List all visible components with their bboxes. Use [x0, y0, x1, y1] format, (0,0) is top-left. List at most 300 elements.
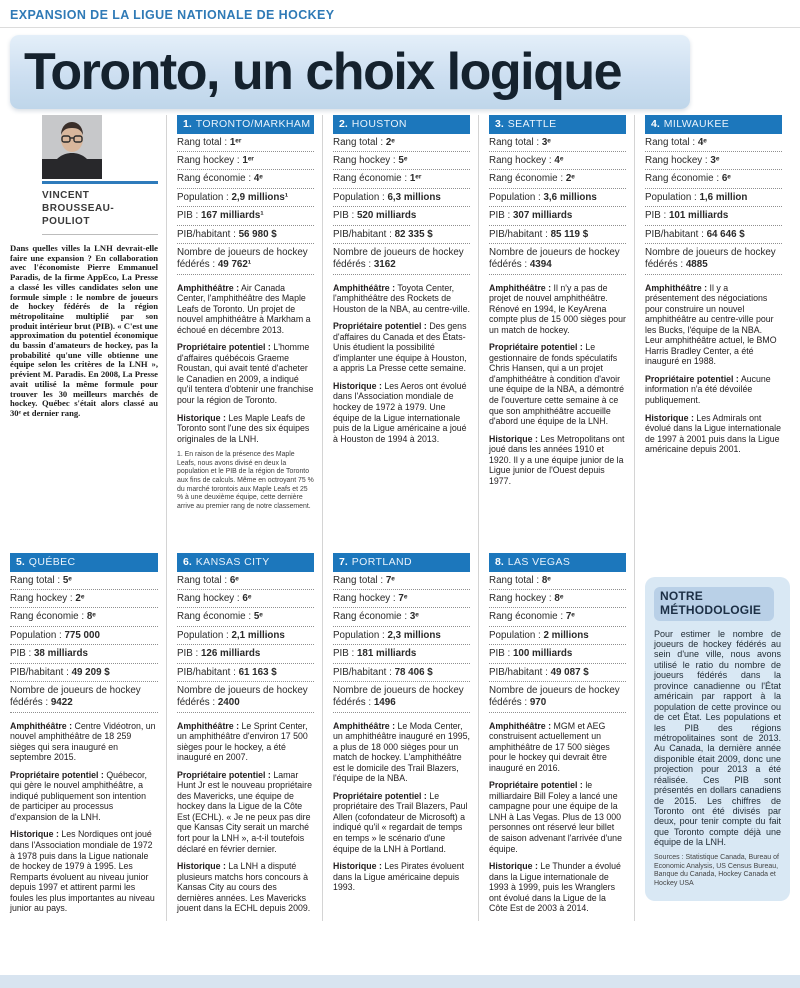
stat-label: PIB : — [489, 210, 511, 222]
stat-value: 2ᵉ — [385, 136, 395, 148]
stat-value: 9422 — [50, 697, 73, 709]
stat-value: 5ᵉ — [398, 154, 408, 166]
section-label: Amphithéâtre : — [10, 720, 73, 731]
card-section-amphitheatre — [333, 283, 470, 315]
section-label: Propriétaire potentiel : — [333, 790, 427, 801]
stat-row — [177, 152, 314, 170]
stat-value: 64 646 $ — [706, 228, 745, 240]
section-label: Amphithéâtre : — [645, 282, 708, 293]
stat-value: 6ᵉ — [721, 173, 731, 185]
section-label: Propriétaire potentiel : — [177, 342, 271, 353]
card-city-name: LAS VEGAS — [507, 556, 571, 568]
stat-value: 2 millions — [543, 629, 589, 641]
card-section-proprietaire — [333, 321, 470, 374]
stat-value: 2ᵉ — [75, 592, 85, 604]
stat-value: 3,6 millions — [543, 191, 597, 203]
stat-row — [177, 608, 314, 626]
stat-row — [333, 207, 470, 225]
cards-row-2 — [10, 553, 790, 921]
methodology-box — [645, 577, 790, 901]
stat-label: Rang économie : — [177, 173, 252, 185]
card-header — [177, 553, 314, 572]
section-text: Le propriétaire des Trail Blazers, Paul Allen (cofondateur de Microsoft) a indiqué qu'il « regardait de temps en temps » le scénario d'une équipe de la LNH à Portland. — [333, 790, 468, 854]
section-label: Propriétaire potentiel : — [489, 342, 583, 353]
author-photo-rule — [42, 181, 158, 184]
stat-row — [489, 590, 626, 608]
stat-value: 3ᵉ — [409, 611, 419, 623]
stat-value: 1496 — [373, 697, 396, 709]
card-rank: 4. — [651, 118, 660, 130]
stat-label: PIB/habitant : — [177, 228, 236, 240]
section-label: Amphithéâtre : — [489, 282, 552, 293]
stat-value: 3ᵉ — [710, 154, 720, 166]
card-section-historique — [177, 413, 314, 445]
card-quebec — [10, 553, 166, 921]
stat-value: 1,6 million — [699, 191, 748, 203]
section-label: Amphithéâtre : — [177, 282, 240, 293]
stat-label: Rang total : — [645, 136, 696, 148]
stat-row — [333, 170, 470, 188]
card-section-historique — [333, 861, 470, 893]
card-section-historique — [177, 861, 314, 914]
section-label: Historique : — [177, 861, 226, 872]
section-text: L'homme d'affaires québécois Graeme Roustan, qui avait tenté d'acheter le Canadien en 2009, a indiqué qu'il tentera d'obtenir une franchise pour la région de Toronto. — [177, 342, 314, 405]
section-label: Propriétaire potentiel : — [10, 769, 104, 780]
card-rank: 7. — [339, 556, 348, 568]
stat-label: Rang total : — [333, 136, 384, 148]
card-section-amphitheatre — [10, 721, 158, 763]
card-header — [10, 553, 158, 572]
stat-row — [10, 664, 158, 682]
card-seattle — [478, 115, 634, 553]
stat-label: Nombre de joueurs de hockey fédérés : — [177, 685, 308, 709]
card-section-proprietaire — [177, 342, 314, 405]
stat-row — [489, 608, 626, 626]
section-text: Le gestionnaire de fonds spéculatifs Chris Hansen, qui a un projet d'amphithéâtre à condition d'avoir une équipe de la NBA, a démontré de l'ouverture cette semaine à ce que son amphithéâtre accueille d'abord une équipe de la LNH. — [489, 342, 624, 427]
section-text: Lamar Hunt Jr est le nouveau propriétaire des Mavericks, une équipe de hockey dans la Ligue de la Côte Est (ECHL). « Je ne peux pas dire que Kansas City serait un marché fort pour la LNH », a-t-il toutefois déclaré en février dernier. — [177, 769, 312, 854]
stat-value: 2,9 millions¹ — [231, 191, 289, 203]
stat-row — [489, 207, 626, 225]
stat-row — [333, 682, 470, 712]
card-section-historique — [489, 861, 626, 914]
section-text: Aucune information n'a été dévoilée publiquement. — [645, 373, 771, 405]
stat-row — [489, 645, 626, 663]
stat-row — [10, 645, 158, 663]
stat-row — [489, 189, 626, 207]
author-name-line2: BROUSSEAU-POULIOT — [42, 203, 115, 227]
card-las-vegas — [478, 553, 634, 921]
card-rank: 3. — [495, 118, 504, 130]
stat-value: 78 406 $ — [394, 666, 433, 678]
card-rank: 6. — [183, 556, 192, 568]
author-photo-illustration — [42, 115, 102, 179]
card-rank: 1. — [183, 118, 192, 130]
card-section-proprietaire — [177, 770, 314, 854]
stat-label: PIB : — [489, 648, 511, 660]
section-text: Les Admirals ont évolué dans la Ligue internationale de 1997 à 2001 puis dans la Ligue américaine depuis 2001. — [645, 412, 781, 455]
stat-value: 4ᵉ — [554, 154, 564, 166]
card-city-name: KANSAS CITY — [195, 556, 270, 568]
stat-label: Rang total : — [177, 574, 228, 586]
section-label: Amphithéâtre : — [489, 720, 552, 731]
stat-row — [177, 207, 314, 225]
stat-value: 7ᵉ — [398, 592, 408, 604]
section-label: Historique : — [10, 829, 59, 840]
author-name — [42, 189, 158, 228]
kicker: EXPANSION DE LA LIGUE NATIONALE DE HOCKEY — [10, 8, 335, 22]
stat-value: 167 milliards¹ — [200, 210, 264, 222]
stat-row — [645, 152, 782, 170]
author-rule — [42, 234, 158, 235]
section-text: MGM et AEG construisent actuellement un amphithéâtre de 17 500 sièges pour le hockey qui devrait être inauguré en 2016. — [489, 720, 610, 773]
stat-label: PIB : — [177, 210, 199, 222]
stat-label: Rang total : — [333, 574, 384, 586]
bottom-strip — [0, 975, 800, 988]
card-section-proprietaire — [489, 780, 626, 854]
stat-row — [177, 189, 314, 207]
stat-label: Rang économie : — [10, 611, 85, 623]
stat-value: 7ᵉ — [565, 611, 575, 623]
stat-label: Rang hockey : — [10, 592, 73, 604]
card-footnote: 1. En raison de la présence des Maple Leafs, nous avons divisé en deux la population et le PIB de la région de Toronto aux fins de calculs. Même en octroyant 75 % du marché torontois aux Maple Leafs et 25 % à une deuxième équipe, cette dernière arrive au premier rang de notre classement. — [177, 451, 314, 510]
card-section-amphitheatre — [177, 283, 314, 336]
stat-row — [177, 645, 314, 663]
stat-label: PIB : — [645, 210, 667, 222]
section-text: Le Thunder a évolué dans la Ligue internationale de 1993 à 1999, puis les Wranglers ont évolué dans la Ligue de la Côte Est de 2003 à 2014. — [489, 861, 621, 914]
stat-row — [489, 572, 626, 590]
section-label: Amphithéâtre : — [177, 720, 240, 731]
stat-value: 6,3 millions — [387, 191, 441, 203]
author-name-line1: VINCENT — [42, 190, 90, 201]
stat-label: Rang hockey : — [489, 154, 552, 166]
stat-value: 61 163 $ — [238, 666, 277, 678]
stat-row — [10, 627, 158, 645]
section-text: Les Pirates évoluent dans la Ligue américaine depuis 1993. — [333, 861, 465, 893]
section-text: Le Moda Center, un amphithéâtre inauguré en 1995, a plus de 18 000 sièges pour un match de hockey. L'amphithéâtre est le domicile des Trail Blazers, l'équipe de la NBA. — [333, 720, 470, 784]
stat-value: 101 milliards — [668, 210, 729, 222]
card-portland — [322, 553, 478, 921]
card-section-historique — [489, 434, 626, 487]
card-body — [177, 283, 314, 445]
stat-label: PIB/habitant : — [10, 666, 69, 678]
section-label: Propriétaire potentiel : — [645, 373, 739, 384]
stat-value: 2,3 millions — [387, 629, 441, 641]
methodology-title: NOTRE MÉTHODOLOGIE — [654, 587, 774, 621]
stat-label: Population : — [177, 629, 229, 641]
stat-label: Rang total : — [489, 574, 540, 586]
stat-label: Population : — [645, 191, 697, 203]
card-rank: 2. — [339, 118, 348, 130]
card-section-proprietaire — [333, 791, 470, 854]
section-label: Historique : — [177, 412, 226, 423]
card-section-historique — [645, 413, 782, 455]
section-text: Il y a présentement des négociations pour construire un nouvel amphithéâtre au centre-ville pour les Bucks, l'équipe de la NBA. Leur amphithéâtre actuel, le BMO Harris Bradley Center, a été inauguré en 1988. — [645, 282, 777, 367]
stat-row — [645, 226, 782, 244]
card-city-name: PORTLAND — [351, 556, 412, 568]
section-label: Propriétaire potentiel : — [177, 769, 271, 780]
stat-row — [489, 170, 626, 188]
card-header — [177, 115, 314, 134]
stat-row — [489, 664, 626, 682]
card-stats — [333, 134, 470, 275]
stat-value: 56 980 $ — [238, 228, 277, 240]
card-section-amphitheatre — [333, 721, 470, 784]
section-label: Historique : — [333, 380, 382, 391]
stat-label: Population : — [10, 629, 62, 641]
card-section-proprietaire — [10, 770, 158, 823]
stat-label: Nombre de joueurs de hockey fédérés : — [489, 247, 620, 271]
stat-value: 5ᵉ — [253, 611, 263, 623]
stat-row — [10, 590, 158, 608]
card-section-proprietaire — [645, 374, 782, 406]
section-text: Toyota Center, l'amphithéâtre des Rockets de Houston de la NBA, au centre-ville. — [333, 282, 470, 314]
card-stats — [489, 572, 626, 713]
card-header — [489, 553, 626, 572]
page-title-text: Toronto, un choix logique — [24, 43, 622, 101]
stat-value: 2ᵉ — [565, 173, 575, 185]
stat-row — [489, 226, 626, 244]
stat-label: Rang total : — [489, 136, 540, 148]
card-header — [645, 115, 782, 134]
stat-row — [177, 627, 314, 645]
stat-value: 85 119 $ — [550, 228, 589, 240]
stat-label: PIB : — [333, 648, 355, 660]
stat-value: 82 335 $ — [394, 228, 433, 240]
stat-label: Nombre de joueurs de hockey fédérés : — [333, 685, 464, 709]
section-label: Propriétaire potentiel : — [333, 321, 427, 332]
stat-row — [333, 152, 470, 170]
card-section-amphitheatre — [645, 283, 782, 367]
page-header — [10, 8, 790, 109]
stat-row — [489, 627, 626, 645]
methodology-column — [634, 553, 790, 921]
section-text: Air Canada Center, l'amphithéâtre des Maple Leafs de Toronto. Un projet de nouvel amphithéâtre à Markham a échoué en décembre 2013. — [177, 282, 311, 335]
card-header — [333, 115, 470, 134]
section-text: Des gens d'affaires du Canada et des États-Unis étudient la possibilité d'implanter une équipe à Houston, a appris La Presse cette semaine. — [333, 321, 467, 374]
stat-row — [177, 572, 314, 590]
stat-label: Population : — [489, 191, 541, 203]
stat-value: 4394 — [529, 259, 552, 271]
stat-label: PIB/habitant : — [489, 666, 548, 678]
stat-value: 520 milliards — [356, 210, 417, 222]
stat-label: Rang économie : — [489, 173, 564, 185]
author-photo — [42, 115, 102, 179]
stat-value: 126 milliards — [200, 648, 261, 660]
card-header — [333, 553, 470, 572]
stat-row — [645, 207, 782, 225]
stat-row — [645, 170, 782, 188]
stat-row — [645, 244, 782, 274]
card-city-name: SEATTLE — [507, 118, 557, 130]
section-label: Historique : — [333, 861, 382, 872]
stat-value: 2400 — [217, 697, 240, 709]
stat-row — [10, 608, 158, 626]
stat-label: Rang hockey : — [333, 154, 396, 166]
stat-value: 2,1 millions — [231, 629, 285, 641]
stat-row — [645, 189, 782, 207]
stat-value: 49 209 $ — [71, 666, 110, 678]
card-city-name: MILWAUKEE — [663, 118, 730, 130]
section-text: le milliardaire Bill Foley a lancé une campagne pour une équipe de la LNH à Las Vegas. Plus de 13 000 personnes ont réservé leur billet de saison advenant l'arrivée d'une équipe. — [489, 780, 622, 854]
card-body — [333, 283, 470, 445]
stat-value: 970 — [529, 697, 547, 709]
stat-label: Nombre de joueurs de hockey fédérés : — [10, 685, 141, 709]
stat-label: Population : — [177, 191, 229, 203]
stat-value: 38 milliards — [33, 648, 88, 660]
stat-row — [333, 645, 470, 663]
card-city-name: QUÉBEC — [28, 556, 76, 568]
card-stats — [333, 572, 470, 713]
stat-label: Rang hockey : — [177, 154, 240, 166]
stat-label: PIB/habitant : — [489, 228, 548, 240]
stat-value: 4ᵉ — [253, 173, 263, 185]
section-label: Amphithéâtre : — [333, 720, 396, 731]
stat-label: PIB : — [10, 648, 32, 660]
section-label: Historique : — [645, 412, 694, 423]
section-text: Les Nordiques ont joué dans l'Association mondiale de 1972 à 1978 puis dans la Ligue nationale de hockey de 1979 à 1995. Les Remparts évoluent au niveau junior depuis 1997 et attirent parmi les foules les plus importantes au niveau junior au pays. — [10, 829, 155, 914]
stat-row — [333, 244, 470, 274]
stat-label: PIB : — [177, 648, 199, 660]
card-city-name: TORONTO/MARKHAM — [195, 118, 311, 130]
card-stats — [645, 134, 782, 275]
stat-row — [489, 152, 626, 170]
stat-row — [333, 189, 470, 207]
section-text: Québecor, qui gère le nouvel amphithéâtre, a indiqué publiquement son intention de participer au processus d'expansion de la LNH. — [10, 769, 147, 822]
page-title — [10, 35, 690, 109]
stat-label: Rang hockey : — [489, 592, 552, 604]
card-body — [489, 283, 626, 487]
card-stats — [177, 572, 314, 713]
card-section-historique — [10, 829, 158, 913]
stat-value: 8ᵉ — [86, 611, 96, 623]
stat-value: 307 milliards — [512, 210, 573, 222]
stat-value: 8ᵉ — [541, 574, 551, 586]
methodology-sources: Sources : Statistique Canada, Bureau of Economic Analysis, US Census Bureau, Banque du Canada, Hockey Canada et Hockey USA — [654, 853, 779, 888]
stat-value: 775 000 — [64, 629, 100, 641]
stat-label: Rang total : — [10, 574, 61, 586]
section-text: Il n'y a pas de projet de nouvel amphithéâtre. Rénové en 1994, le KeyArena compte plus de 15 000 sièges pour un match de hockey. — [489, 282, 626, 335]
card-section-historique — [333, 381, 470, 444]
stat-row — [489, 682, 626, 712]
header-rule — [0, 27, 800, 28]
stat-row — [333, 572, 470, 590]
card-stats — [489, 134, 626, 275]
stat-row — [645, 134, 782, 152]
card-rank: 5. — [16, 556, 25, 568]
stat-value: 49 087 $ — [550, 666, 589, 678]
intro-paragraph: Dans quelles villes la LNH devrait-elle faire une expansion ? En collaboration avec l'économiste Pierre Emmanuel Paradis, de la firme AppEco, La Presse a classé les villes candidates selon une formule simple : le nombre de joueurs de hockey fédérés de la région métropolitaine multiplié par son produit intérieur brut (PIB). « C'est une approximation du potentiel économique du bassin d'amateurs de hockey, pas la probabilité qu'une ville obtienne une équipe selon les critères de la LNH », prévient M. Paradis. En 2008, La Presse avait utilisé la même formule pour trouver les 30 meilleurs marchés de hockey. Québec s'était alors classé au 30ᵉ et dernier rang. — [10, 243, 158, 418]
stat-label: Rang hockey : — [177, 592, 240, 604]
intro-column — [10, 115, 166, 553]
stat-label: PIB/habitant : — [333, 228, 392, 240]
stat-value: 3ᵉ — [541, 136, 551, 148]
stat-value: 100 milliards — [512, 648, 573, 660]
card-houston — [322, 115, 478, 553]
stat-row — [177, 170, 314, 188]
card-city-name: HOUSTON — [351, 118, 407, 130]
stat-row — [333, 627, 470, 645]
section-label: Amphithéâtre : — [333, 282, 396, 293]
stat-row — [177, 682, 314, 712]
stat-label: Rang économie : — [489, 611, 564, 623]
stat-value: 1ᵉʳ — [242, 154, 254, 166]
methodology-text: Pour estimer le nombre de joueurs de hockey fédérés au sein d'une ville, nous avons utilisé le ratio du nombre de joueurs fédérés dans la province canadienne ou l'État américain par rapport à la population de cette province ou de cet État. Les populations et les PIB des régions métropolitaines sont de 2013. Au Canada, la dernière année disponible était 2009, donc une projection pour 2013 a été réalisée. Ces PIB sont présentés en dollars canadiens de 2015. Les chiffres de Toronto ont été divisés par deux, pour tenir compte du fait que Toronto compte déjà une équipe de la LNH. — [654, 628, 781, 848]
stat-row — [333, 664, 470, 682]
stat-label: Rang hockey : — [645, 154, 708, 166]
stat-label: PIB/habitant : — [177, 666, 236, 678]
stat-label: Rang économie : — [177, 611, 252, 623]
stat-value: 8ᵉ — [554, 592, 564, 604]
stat-row — [177, 590, 314, 608]
card-stats — [10, 572, 158, 713]
stat-label: Nombre de joueurs de hockey fédérés : — [645, 247, 776, 271]
section-text: Le Sprint Center, un amphithéâtre d'environ 17 500 sièges pour le hockey, a été inauguré en 2007. — [177, 720, 308, 763]
section-label: Historique : — [489, 433, 538, 444]
card-body — [489, 721, 626, 914]
card-section-proprietaire — [489, 342, 626, 426]
stat-label: Nombre de joueurs de hockey fédérés : — [177, 247, 308, 271]
card-rank: 8. — [495, 556, 504, 568]
card-milwaukee — [634, 115, 790, 553]
stat-value: 1ᵉʳ — [409, 173, 422, 185]
stat-label: PIB/habitant : — [645, 228, 704, 240]
card-body — [10, 721, 158, 914]
stat-label: Nombre de joueurs de hockey fédérés : — [333, 247, 464, 271]
stat-value: 7ᵉ — [385, 574, 395, 586]
card-stats — [177, 134, 314, 275]
section-text: Les Metropolitans ont joué dans les années 1910 et 1920. Il y a une équipe junior de la Ligue junior de l'Ouest depuis 1977. — [489, 433, 625, 486]
section-text: Les Aeros ont évolué dans l'Association mondiale de hockey de 1972 à 1979. Une équipe de la Ligue internationale puis de la Ligue américaine a joué à Houston de 1994 à 2013. — [333, 380, 467, 444]
cards-row-1 — [10, 115, 790, 553]
stat-row — [177, 244, 314, 274]
stat-row — [489, 134, 626, 152]
card-body — [177, 721, 314, 914]
stat-value: 4ᵉ — [697, 136, 707, 148]
stat-label: Rang hockey : — [333, 592, 396, 604]
stat-value: 3162 — [373, 259, 396, 271]
stat-label: Nombre de joueurs de hockey fédérés : — [489, 685, 620, 709]
stat-row — [10, 682, 158, 712]
section-text: Les Maple Leafs de Toronto sont l'une des six équipes originales de la LNH. — [177, 412, 310, 444]
stat-label: Population : — [489, 629, 541, 641]
stat-row — [333, 608, 470, 626]
stat-label: PIB/habitant : — [333, 666, 392, 678]
stat-label: PIB : — [333, 210, 355, 222]
stat-label: Rang économie : — [333, 611, 408, 623]
card-header — [489, 115, 626, 134]
stat-value: 181 milliards — [356, 648, 417, 660]
card-section-amphitheatre — [177, 721, 314, 763]
stat-value: 1ᵉʳ — [229, 136, 242, 148]
stat-row — [333, 134, 470, 152]
section-label: Propriétaire potentiel : — [489, 780, 583, 791]
stat-label: Rang total : — [177, 136, 228, 148]
stat-value: 49 762¹ — [217, 259, 252, 271]
card-section-amphitheatre — [489, 721, 626, 774]
stat-row — [333, 226, 470, 244]
stat-row — [177, 226, 314, 244]
stat-value: 6ᵉ — [229, 574, 239, 586]
section-text: Centre Vidéotron, un nouvel amphithéâtre de 18 259 sièges qui sera inauguré en septembre 2015. — [10, 720, 156, 763]
card-body — [645, 283, 782, 455]
stat-value: 4885 — [685, 259, 708, 271]
stat-label: Population : — [333, 629, 385, 641]
stat-row — [489, 244, 626, 274]
stat-label: Population : — [333, 191, 385, 203]
stat-row — [177, 664, 314, 682]
stat-row — [10, 572, 158, 590]
card-body — [333, 721, 470, 893]
